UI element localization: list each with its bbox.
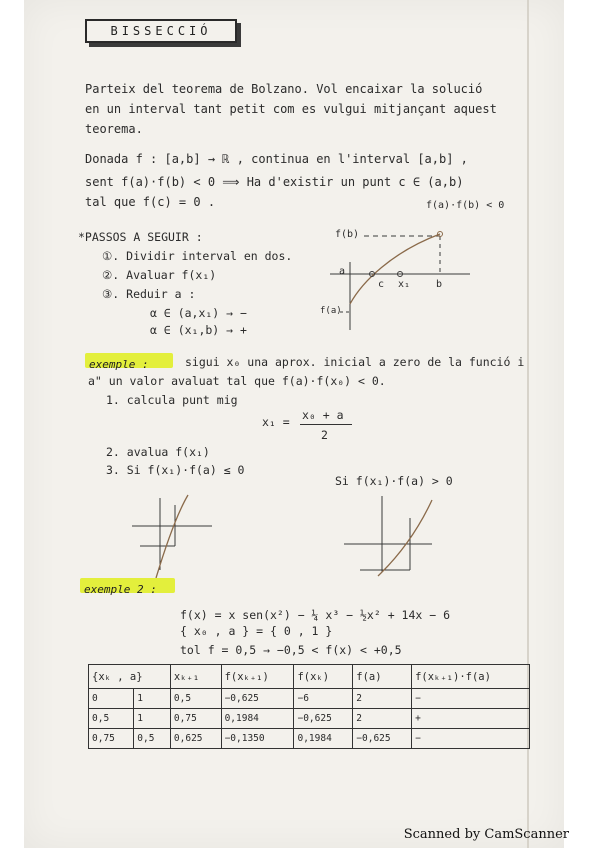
table-cell: −0,625 xyxy=(221,689,294,709)
intro-line-3: teorema. xyxy=(85,122,143,136)
table-row xyxy=(89,709,530,729)
table-header-interval: {xₖ , a} xyxy=(89,665,171,689)
example1-highlight xyxy=(85,353,173,371)
table-cell: 1 xyxy=(134,689,171,709)
table-cell: + xyxy=(412,709,530,729)
theorem-line-1: Donada f : [a,b] → ℝ , continua en l'interval [a,b] , xyxy=(85,152,468,166)
example1-step-1: 1. calcula punt mig xyxy=(106,393,238,407)
fraction-bar xyxy=(300,424,352,425)
table-cell: 0,1984 xyxy=(221,709,294,729)
graph1-label-c: c xyxy=(378,279,385,290)
table-row xyxy=(89,729,530,749)
bisection-table xyxy=(88,664,530,749)
steps-header: *PASSOS A SEGUIR : xyxy=(78,230,203,244)
table-header-fxk1: f(xₖ₊₁) xyxy=(221,665,294,689)
table-header-fxk: f(xₖ) xyxy=(294,665,353,689)
scanner-watermark: Scanned by CamScanner xyxy=(403,827,569,842)
table-cell: − xyxy=(412,729,530,749)
table-cell: 0,5 xyxy=(89,709,134,729)
table-cell: 0,75 xyxy=(89,729,134,749)
table-cell: 2 xyxy=(353,689,412,709)
table-row xyxy=(89,689,530,709)
example1-step-3: 3. Si f(x₁)·f(a) ≤ 0 xyxy=(106,463,245,477)
table-header-row xyxy=(89,665,530,689)
step-3: ③. Reduir a : xyxy=(102,287,196,301)
table-cell: 0,5 xyxy=(170,689,221,709)
theorem-line-2: sent f(a)·f(b) < 0 ⟹ Ha d'existir un punt c ∈ (a,b) xyxy=(85,175,464,189)
graph1-label-x1: x₁ xyxy=(398,279,411,290)
page-title: BISSECCIÓ xyxy=(85,19,237,43)
table-cell: −6 xyxy=(294,689,353,709)
intro-line-2: en un interval tant petit com es vulgui mitjançant aquest xyxy=(85,102,497,116)
table-header-product: f(xₖ₊₁)·f(a) xyxy=(412,665,530,689)
midpoint-formula-den: 2 xyxy=(321,428,328,442)
table-cell: −0,625 xyxy=(353,729,412,749)
example2-tag: exemple 2 : xyxy=(84,583,157,596)
example1-step-2: 2. avalua f(x₁) xyxy=(106,445,210,459)
midpoint-formula-lhs: x₁ = xyxy=(262,415,290,429)
example1-line-1: sigui x₀ una aprox. inicial a zero de la funció i xyxy=(185,355,525,369)
table-cell: −0,625 xyxy=(294,709,353,729)
graph1-label-top: f(a)·f(b) < 0 xyxy=(426,200,505,211)
theorem-line-3: tal que f(c) = 0 . xyxy=(85,195,216,209)
table-cell: 0,75 xyxy=(170,709,221,729)
midpoint-formula-num: x₀ + a xyxy=(302,408,344,422)
table-cell: − xyxy=(412,689,530,709)
table-cell: −0,1350 xyxy=(221,729,294,749)
example2-highlight xyxy=(80,578,175,596)
example1-line-2: a" un valor avaluat tal que f(a)·f(x₀) < 0. xyxy=(88,374,386,388)
table-header-fa: f(a) xyxy=(353,665,412,689)
step-2: ②. Avaluar f(x₁) xyxy=(102,268,217,282)
example1-tag: exemple : xyxy=(89,358,149,371)
table-cell: 0,1984 xyxy=(294,729,353,749)
table-cell: 0 xyxy=(89,689,134,709)
step-3-sub-1: α ∈ (a,x₁) → − xyxy=(150,306,247,320)
example2-initial: { x₀ , a } = { 0 , 1 } xyxy=(180,624,333,638)
table-cell: 1 xyxy=(134,709,171,729)
graph1-label-fb: f(b) xyxy=(335,229,360,240)
graph1-label-fa: f(a) xyxy=(320,306,342,316)
table-cell: 0,625 xyxy=(170,729,221,749)
example2-function: f(x) = x sen(x²) − ¼ x³ − ½x² + 14x − 6 xyxy=(180,608,451,622)
table-header-xk1: xₖ₊₁ xyxy=(170,665,221,689)
example1-right-condition: Si f(x₁)·f(a) > 0 xyxy=(335,474,453,488)
graph1-label-a: a xyxy=(339,266,346,277)
table-cell: 0,5 xyxy=(134,729,171,749)
table-cell: 2 xyxy=(353,709,412,729)
intro-line-1: Parteix del teorema de Bolzano. Vol encaixar la solució xyxy=(85,82,483,96)
graph1-label-b: b xyxy=(436,279,443,290)
step-1: ①. Dividir interval en dos. xyxy=(102,249,293,263)
example2-tolerance: tol f = 0,5 → −0,5 < f(x) < +0,5 xyxy=(180,643,402,657)
step-3-sub-2: α ∈ (x₁,b) → + xyxy=(150,323,247,337)
